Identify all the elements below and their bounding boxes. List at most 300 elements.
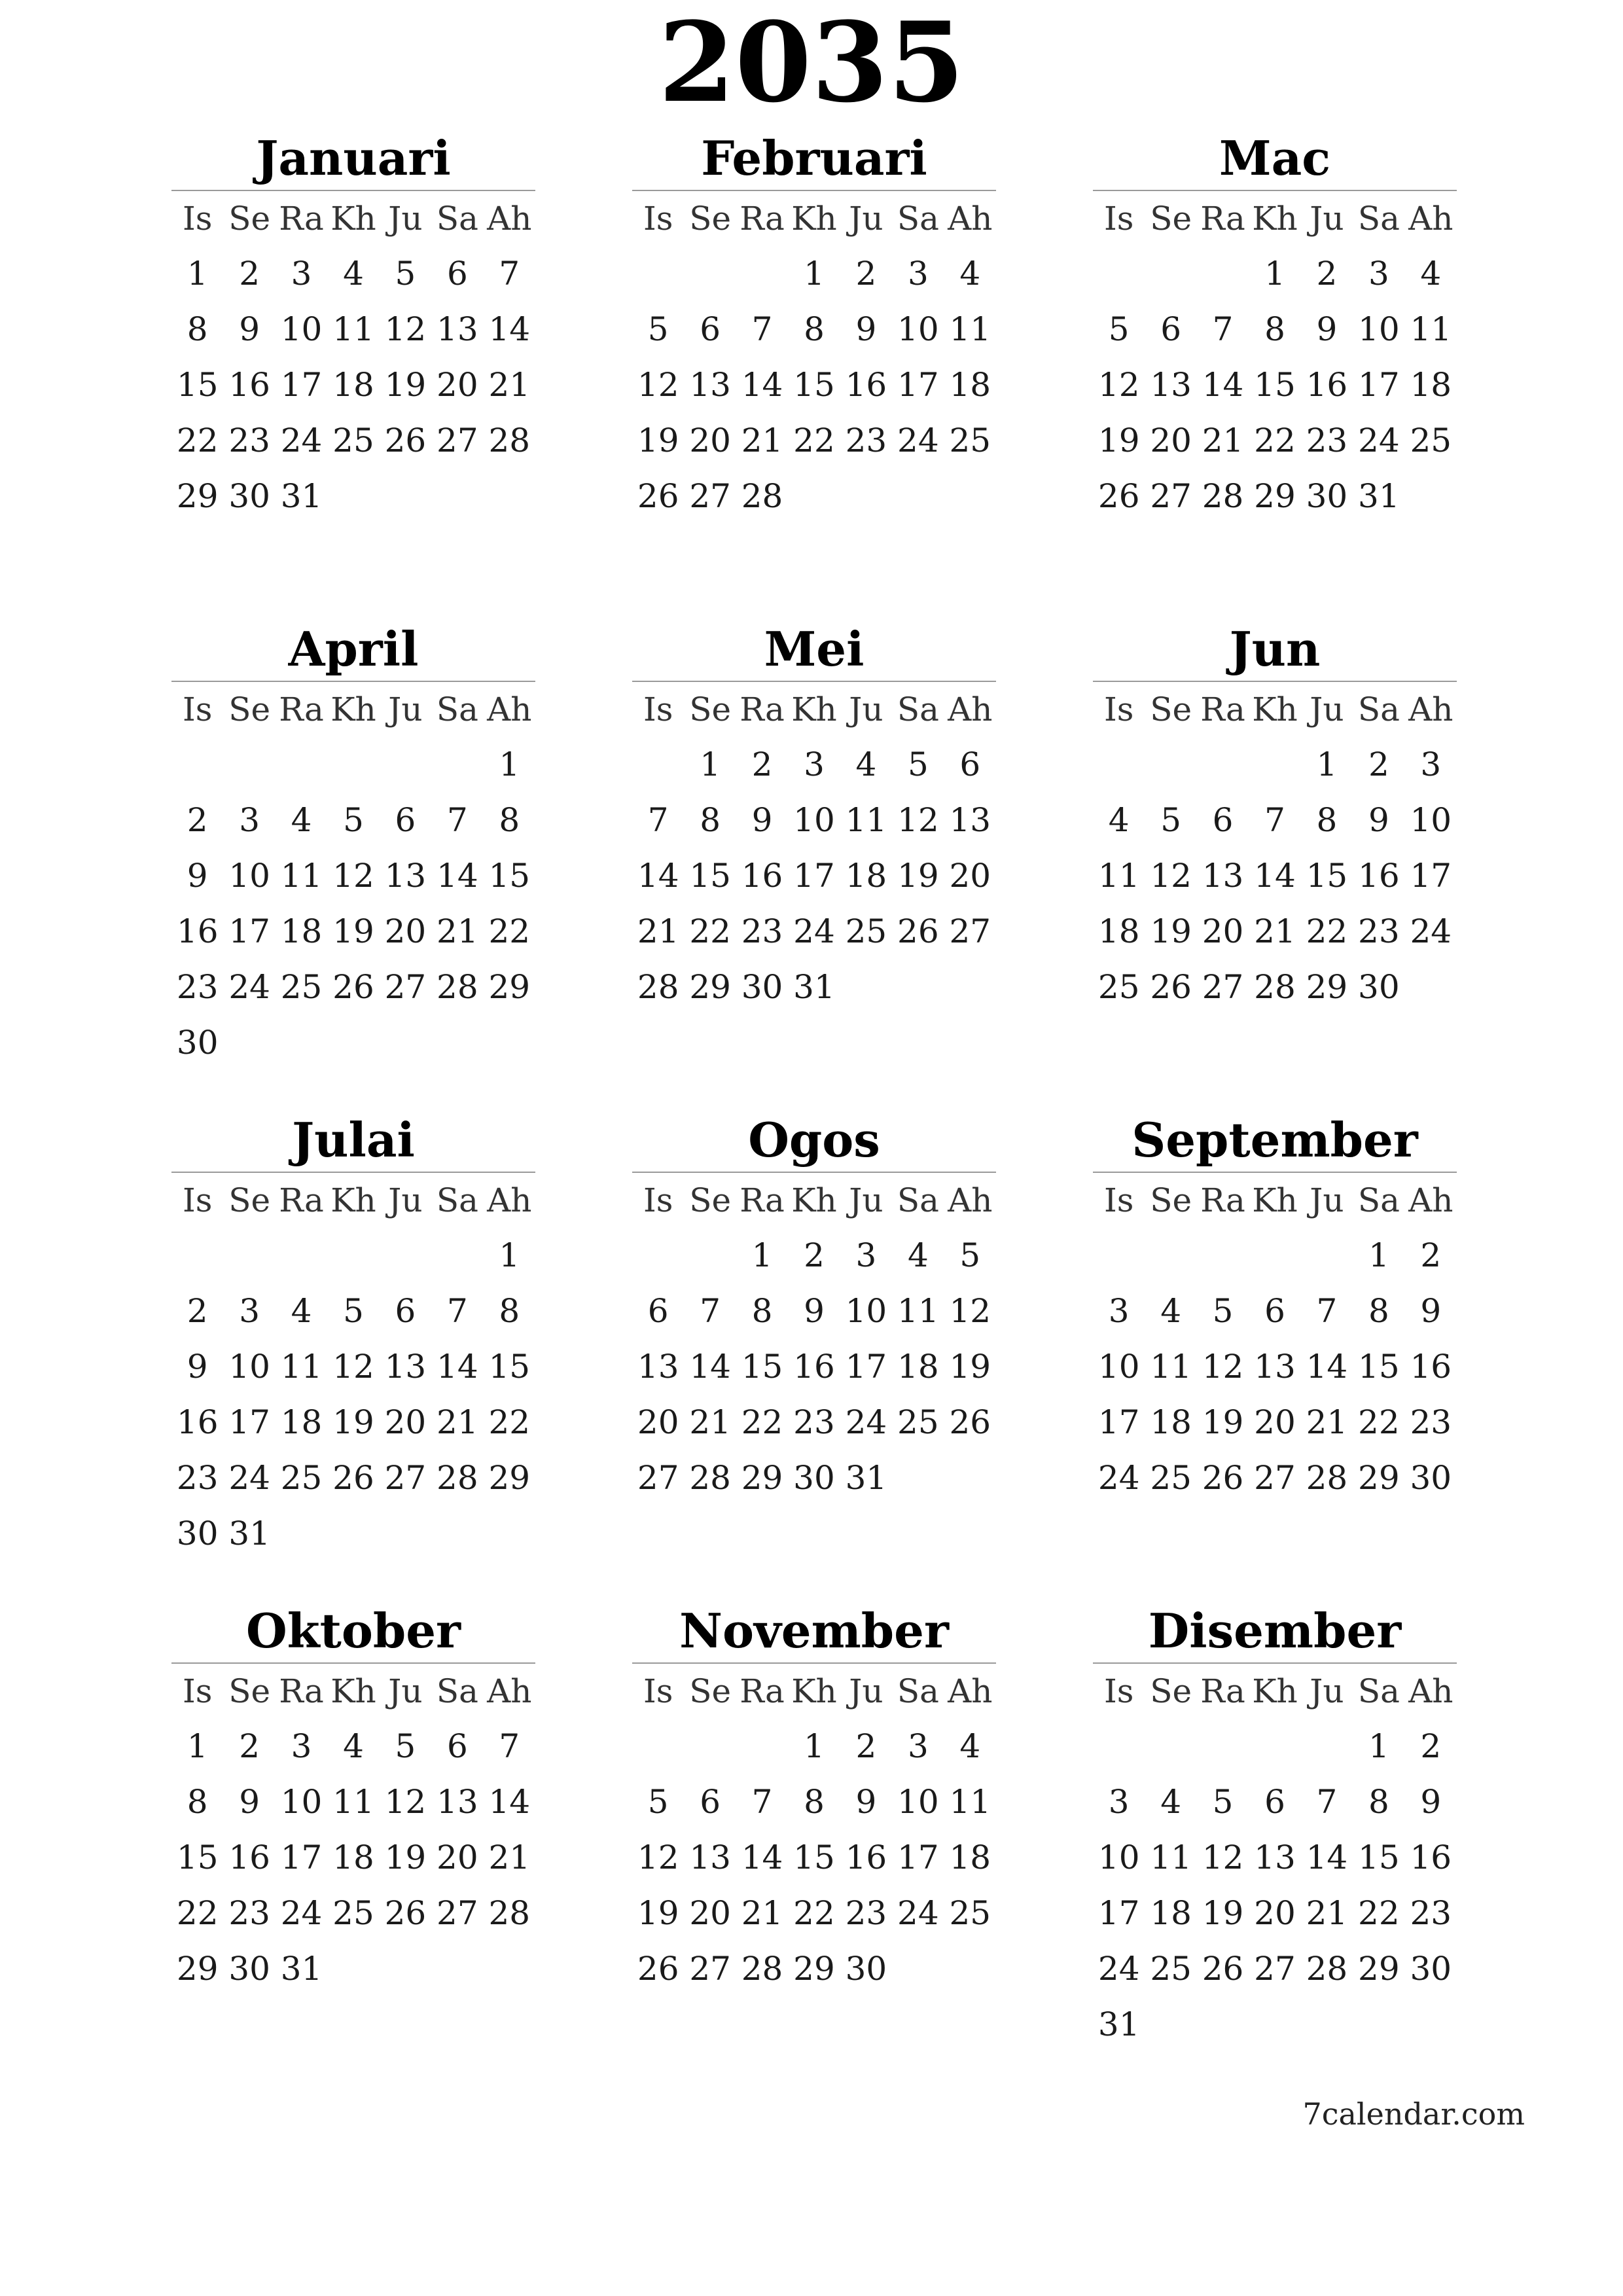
month-name: Mac xyxy=(1093,126,1457,191)
day-cell: 6 xyxy=(647,1292,669,1330)
weekday-label: Se xyxy=(1150,1672,1192,1710)
day-cell: 25 xyxy=(897,1403,939,1441)
day-cell: 26 xyxy=(1202,1459,1244,1497)
day-cell: 5 xyxy=(907,745,929,783)
weekday-label: Sa xyxy=(897,691,939,728)
day-cell: 22 xyxy=(1306,912,1348,950)
day-cell: 6 xyxy=(700,1783,721,1821)
weekday-label: Ju xyxy=(849,200,883,238)
day-cell: 27 xyxy=(1254,1459,1296,1497)
day-cell: 2 xyxy=(751,745,773,783)
day-cell: 10 xyxy=(845,1292,887,1330)
empty-cell xyxy=(1197,737,1249,793)
day-cell: 13 xyxy=(384,857,427,895)
day-cell: 11 xyxy=(897,1292,939,1330)
day-cell: 17 xyxy=(1097,1894,1140,1932)
day-cell: 8 xyxy=(1368,1783,1389,1821)
day-cell: 31 xyxy=(280,1950,323,1988)
weekday-label: Se xyxy=(228,1672,271,1710)
day-cell: 25 xyxy=(1410,422,1452,459)
day-cell: 23 xyxy=(176,1459,219,1497)
weekday-header xyxy=(171,1664,535,1719)
week-row xyxy=(1093,1450,1457,1506)
day-cell: 14 xyxy=(488,310,531,348)
day-cell: 7 xyxy=(1316,1292,1338,1330)
weekday-label: Kh xyxy=(330,1672,376,1710)
week-row xyxy=(171,1774,535,1830)
week-row xyxy=(1093,1774,1457,1830)
empty-cell xyxy=(380,1941,431,1997)
empty-cell xyxy=(1405,469,1457,524)
day-cell: 25 xyxy=(332,422,374,459)
day-cell: 27 xyxy=(1150,477,1192,515)
day-cell: 13 xyxy=(637,1348,679,1386)
weekday-label: Is xyxy=(183,691,213,728)
day-cell: 27 xyxy=(437,1894,478,1932)
month-name: Julai xyxy=(171,1107,535,1173)
empty-cell xyxy=(431,1941,483,1997)
weekday-label: Ra xyxy=(740,200,785,238)
week-row xyxy=(632,1719,996,1774)
month-februari xyxy=(632,126,996,524)
day-cell: 29 xyxy=(176,1950,219,1988)
week-row xyxy=(171,1228,535,1283)
day-cell: 21 xyxy=(741,1894,783,1932)
day-cell: 5 xyxy=(1108,310,1130,348)
day-cell: 16 xyxy=(1410,1839,1452,1876)
day-cell: 13 xyxy=(437,310,478,348)
day-cell: 23 xyxy=(845,1894,887,1932)
day-cell: 16 xyxy=(176,1403,219,1441)
day-cell: 13 xyxy=(384,1348,427,1386)
day-cell: 22 xyxy=(793,1894,835,1932)
day-cell: 14 xyxy=(1202,366,1244,404)
day-cell: 24 xyxy=(897,1894,939,1932)
day-cell: 10 xyxy=(280,310,323,348)
day-cell: 9 xyxy=(855,310,877,348)
day-cell: 13 xyxy=(1254,1839,1296,1876)
day-cell: 7 xyxy=(700,1292,721,1330)
weekday-label: Ju xyxy=(1310,1181,1344,1219)
weekday-header xyxy=(171,682,535,737)
day-cell: 9 xyxy=(239,310,260,348)
day-cell: 28 xyxy=(1306,1459,1348,1497)
day-cell: 25 xyxy=(949,422,991,459)
day-cell: 11 xyxy=(280,857,323,895)
weekday-header xyxy=(632,682,996,737)
empty-cell xyxy=(380,1506,431,1562)
week-row xyxy=(171,1283,535,1339)
day-cell: 25 xyxy=(280,1459,323,1497)
empty-cell xyxy=(380,1015,431,1071)
day-cell: 26 xyxy=(1150,968,1192,1006)
week-row xyxy=(632,1228,996,1283)
week-row xyxy=(171,302,535,357)
week-row xyxy=(632,848,996,904)
empty-cell xyxy=(276,1015,327,1071)
day-cell: 3 xyxy=(907,255,929,293)
empty-cell xyxy=(1145,1228,1196,1283)
day-cell: 7 xyxy=(1212,310,1234,348)
day-cell: 11 xyxy=(1150,1348,1192,1386)
day-cell: 15 xyxy=(1358,1839,1400,1876)
day-cell: 20 xyxy=(384,912,427,950)
empty-cell xyxy=(788,469,840,524)
day-cell: 10 xyxy=(1410,801,1452,839)
weekday-label: Se xyxy=(1150,691,1192,728)
empty-cell xyxy=(380,469,431,524)
week-row xyxy=(171,246,535,302)
day-cell: 1 xyxy=(1264,255,1285,293)
day-cell: 11 xyxy=(332,1783,374,1821)
week-row xyxy=(632,737,996,793)
day-cell: 10 xyxy=(1097,1348,1140,1386)
day-cell: 28 xyxy=(437,1459,478,1497)
week-row xyxy=(1093,1283,1457,1339)
day-cell: 19 xyxy=(897,857,939,895)
weekday-label: Ra xyxy=(740,1181,785,1219)
empty-cell xyxy=(1353,1997,1404,2053)
month-november xyxy=(632,1598,996,1997)
day-cell: 31 xyxy=(1358,477,1400,515)
day-cell: 17 xyxy=(1358,366,1400,404)
day-cell: 1 xyxy=(804,255,825,293)
weekday-label: Ra xyxy=(279,200,324,238)
day-cell: 27 xyxy=(689,477,731,515)
empty-cell xyxy=(736,1719,788,1774)
empty-cell xyxy=(736,246,788,302)
day-cell: 8 xyxy=(1264,310,1285,348)
day-cell: 17 xyxy=(793,857,835,895)
day-cell: 27 xyxy=(384,968,427,1006)
day-cell: 24 xyxy=(845,1403,887,1441)
day-cell: 28 xyxy=(1306,1950,1348,1988)
day-cell: 27 xyxy=(437,422,478,459)
day-cell: 13 xyxy=(949,801,991,839)
day-cell: 20 xyxy=(437,366,478,404)
day-cell: 8 xyxy=(187,1783,208,1821)
day-cell: 6 xyxy=(446,1727,468,1765)
day-cell: 11 xyxy=(332,310,374,348)
day-cell: 26 xyxy=(897,912,939,950)
month-julai xyxy=(171,1107,535,1562)
day-cell: 23 xyxy=(1410,1894,1452,1932)
month-name: Januari xyxy=(171,126,535,191)
day-cell: 29 xyxy=(741,1459,783,1497)
day-cell: 25 xyxy=(1097,968,1140,1006)
day-cell: 16 xyxy=(1306,366,1348,404)
month-name: Jun xyxy=(1093,617,1457,682)
weekday-label: Ju xyxy=(388,1672,423,1710)
day-cell: 26 xyxy=(637,1950,679,1988)
day-cell: 5 xyxy=(647,310,669,348)
day-cell: 8 xyxy=(804,310,825,348)
weekday-header xyxy=(1093,1664,1457,1719)
day-cell: 19 xyxy=(384,1839,427,1876)
weekday-label: Is xyxy=(643,691,673,728)
weekday-header xyxy=(1093,682,1457,737)
weekday-label: Sa xyxy=(436,1181,478,1219)
day-cell: 22 xyxy=(1358,1403,1400,1441)
weekday-label: Ah xyxy=(1408,200,1454,238)
day-cell: 3 xyxy=(239,801,260,839)
day-cell: 30 xyxy=(1410,1950,1452,1988)
day-cell: 5 xyxy=(395,1727,416,1765)
day-cell: 9 xyxy=(1420,1292,1442,1330)
day-cell: 29 xyxy=(1254,477,1296,515)
day-cell: 18 xyxy=(1150,1894,1192,1932)
weekday-label: Se xyxy=(228,691,271,728)
day-cell: 26 xyxy=(384,1894,427,1932)
day-cell: 28 xyxy=(741,477,783,515)
day-cell: 15 xyxy=(1254,366,1296,404)
weekday-label: Sa xyxy=(1357,1181,1400,1219)
day-cell: 18 xyxy=(332,366,374,404)
month-name: Oktober xyxy=(171,1598,535,1664)
weekday-label: Ra xyxy=(279,691,324,728)
week-row xyxy=(632,1283,996,1339)
day-cell: 29 xyxy=(793,1950,835,1988)
day-cell: 8 xyxy=(1368,1292,1389,1330)
weekday-label: Kh xyxy=(791,691,837,728)
weekday-header xyxy=(632,1664,996,1719)
weekday-label: Ju xyxy=(849,691,883,728)
empty-cell xyxy=(431,1506,483,1562)
day-cell: 1 xyxy=(499,1236,520,1274)
day-cell: 15 xyxy=(488,857,531,895)
weekday-label: Is xyxy=(1104,1672,1134,1710)
weekday-label: Is xyxy=(1104,1181,1134,1219)
weekday-label: Kh xyxy=(1252,200,1298,238)
day-cell: 10 xyxy=(228,1348,270,1386)
day-cell: 3 xyxy=(291,255,312,293)
empty-cell xyxy=(1093,1719,1145,1774)
weekday-label: Se xyxy=(689,691,732,728)
weekday-label: Is xyxy=(643,200,673,238)
day-cell: 26 xyxy=(332,968,374,1006)
day-cell: 9 xyxy=(1368,801,1389,839)
weekday-label: Se xyxy=(689,200,732,238)
day-cell: 14 xyxy=(437,857,478,895)
day-cell: 7 xyxy=(647,801,669,839)
week-row xyxy=(171,1015,535,1071)
day-cell: 2 xyxy=(187,1292,208,1330)
day-cell: 29 xyxy=(488,1459,531,1497)
weekday-label: Ah xyxy=(487,1181,532,1219)
day-cell: 25 xyxy=(1150,1950,1192,1988)
day-cell: 1 xyxy=(187,255,208,293)
day-cell: 13 xyxy=(689,1839,731,1876)
week-row xyxy=(1093,848,1457,904)
empty-cell xyxy=(1301,1997,1353,2053)
day-cell: 18 xyxy=(280,912,323,950)
day-cell: 3 xyxy=(239,1292,260,1330)
day-cell: 1 xyxy=(1316,745,1338,783)
day-cell: 6 xyxy=(395,1292,416,1330)
weekday-label: Is xyxy=(183,1672,213,1710)
month-oktober xyxy=(171,1598,535,1997)
day-cell: 11 xyxy=(1097,857,1140,895)
day-cell: 18 xyxy=(845,857,887,895)
empty-cell xyxy=(327,469,379,524)
day-cell: 14 xyxy=(1306,1839,1348,1876)
day-cell: 11 xyxy=(949,310,991,348)
day-cell: 23 xyxy=(1410,1403,1452,1441)
week-row xyxy=(1093,1941,1457,1997)
day-cell: 17 xyxy=(897,366,939,404)
weekday-label: Sa xyxy=(436,691,478,728)
weekday-label: Ah xyxy=(1408,1672,1454,1710)
empty-cell xyxy=(431,1015,483,1071)
day-cell: 18 xyxy=(332,1839,374,1876)
empty-cell xyxy=(840,960,892,1015)
weekday-label: Se xyxy=(1150,200,1192,238)
weekday-label: Ah xyxy=(948,691,993,728)
day-cell: 23 xyxy=(1358,912,1400,950)
weekday-label: Ra xyxy=(1200,1181,1245,1219)
day-cell: 9 xyxy=(751,801,773,839)
empty-cell xyxy=(171,1228,223,1283)
day-cell: 13 xyxy=(689,366,731,404)
week-row xyxy=(171,1886,535,1941)
day-cell: 27 xyxy=(949,912,991,950)
weekday-label: Sa xyxy=(436,200,478,238)
week-row xyxy=(171,960,535,1015)
day-cell: 6 xyxy=(700,310,721,348)
day-cell: 28 xyxy=(637,968,679,1006)
weekday-label: Is xyxy=(183,200,213,238)
day-cell: 21 xyxy=(637,912,679,950)
week-row xyxy=(171,1941,535,1997)
day-cell: 18 xyxy=(280,1403,323,1441)
day-cell: 4 xyxy=(1420,255,1442,293)
day-cell: 4 xyxy=(959,255,981,293)
day-cell: 6 xyxy=(446,255,468,293)
empty-cell xyxy=(1249,1997,1300,2053)
day-cell: 4 xyxy=(1160,1783,1182,1821)
weekday-header xyxy=(1093,1173,1457,1228)
empty-cell xyxy=(380,1228,431,1283)
day-cell: 13 xyxy=(437,1783,478,1821)
empty-cell xyxy=(1093,1228,1145,1283)
day-cell: 12 xyxy=(1150,857,1192,895)
day-cell: 12 xyxy=(1202,1839,1244,1876)
day-cell: 14 xyxy=(1306,1348,1348,1386)
week-row xyxy=(1093,302,1457,357)
day-cell: 21 xyxy=(689,1403,731,1441)
day-cell: 24 xyxy=(1097,1459,1140,1497)
month-mac xyxy=(1093,126,1457,524)
day-cell: 29 xyxy=(488,968,531,1006)
day-cell: 21 xyxy=(488,1839,531,1876)
week-row xyxy=(632,793,996,848)
day-cell: 22 xyxy=(176,422,219,459)
day-cell: 19 xyxy=(1202,1403,1244,1441)
month-disember xyxy=(1093,1598,1457,2053)
day-cell: 27 xyxy=(384,1459,427,1497)
weekday-label: Ju xyxy=(849,1181,883,1219)
day-cell: 30 xyxy=(845,1950,887,1988)
empty-cell xyxy=(632,246,684,302)
day-cell: 1 xyxy=(804,1727,825,1765)
empty-cell xyxy=(276,737,327,793)
day-cell: 28 xyxy=(1254,968,1296,1006)
day-cell: 22 xyxy=(176,1894,219,1932)
day-cell: 22 xyxy=(741,1403,783,1441)
month-september xyxy=(1093,1107,1457,1506)
day-cell: 22 xyxy=(488,912,531,950)
empty-cell xyxy=(431,469,483,524)
weekday-header xyxy=(171,191,535,246)
empty-cell xyxy=(1249,737,1300,793)
weekday-label: Se xyxy=(228,200,271,238)
day-cell: 11 xyxy=(1410,310,1452,348)
empty-cell xyxy=(484,1941,535,1997)
day-cell: 30 xyxy=(176,1515,219,1552)
month-name: Februari xyxy=(632,126,996,191)
weekday-label: Ju xyxy=(1310,691,1344,728)
day-cell: 30 xyxy=(1306,477,1348,515)
day-cell: 16 xyxy=(793,1348,835,1386)
day-cell: 15 xyxy=(793,366,835,404)
day-cell: 8 xyxy=(700,801,721,839)
day-cell: 23 xyxy=(1306,422,1348,459)
day-cell: 8 xyxy=(187,310,208,348)
day-cell: 2 xyxy=(855,255,877,293)
day-cell: 8 xyxy=(804,1783,825,1821)
week-row xyxy=(171,357,535,413)
week-row xyxy=(632,246,996,302)
empty-cell xyxy=(431,1228,483,1283)
week-row xyxy=(171,1506,535,1562)
empty-cell xyxy=(684,1719,736,1774)
week-row xyxy=(171,1450,535,1506)
week-row xyxy=(1093,1395,1457,1450)
day-cell: 5 xyxy=(343,801,364,839)
empty-cell xyxy=(1145,737,1196,793)
weekday-label: Is xyxy=(1104,200,1134,238)
day-cell: 19 xyxy=(1097,422,1140,459)
week-row xyxy=(171,1339,535,1395)
day-cell: 21 xyxy=(1202,422,1244,459)
empty-cell xyxy=(892,1941,944,1997)
empty-cell xyxy=(944,469,996,524)
weekday-label: Kh xyxy=(330,200,376,238)
weekday-label: Ah xyxy=(487,1672,532,1710)
empty-cell xyxy=(380,737,431,793)
day-cell: 7 xyxy=(751,310,773,348)
day-cell: 17 xyxy=(897,1839,939,1876)
weekday-label: Ra xyxy=(1200,691,1245,728)
weekday-label: Is xyxy=(1104,691,1134,728)
week-row xyxy=(632,1339,996,1395)
year-title: 2035 xyxy=(658,0,965,127)
day-cell: 20 xyxy=(1254,1894,1296,1932)
day-cell: 21 xyxy=(437,1403,478,1441)
day-cell: 16 xyxy=(176,912,219,950)
day-cell: 4 xyxy=(959,1727,981,1765)
day-cell: 30 xyxy=(228,477,270,515)
day-cell: 23 xyxy=(228,422,270,459)
day-cell: 3 xyxy=(804,745,825,783)
day-cell: 24 xyxy=(897,422,939,459)
day-cell: 2 xyxy=(187,801,208,839)
empty-cell xyxy=(632,737,684,793)
day-cell: 31 xyxy=(793,968,835,1006)
empty-cell xyxy=(484,469,535,524)
day-cell: 27 xyxy=(637,1459,679,1497)
weekday-label: Ra xyxy=(279,1672,324,1710)
